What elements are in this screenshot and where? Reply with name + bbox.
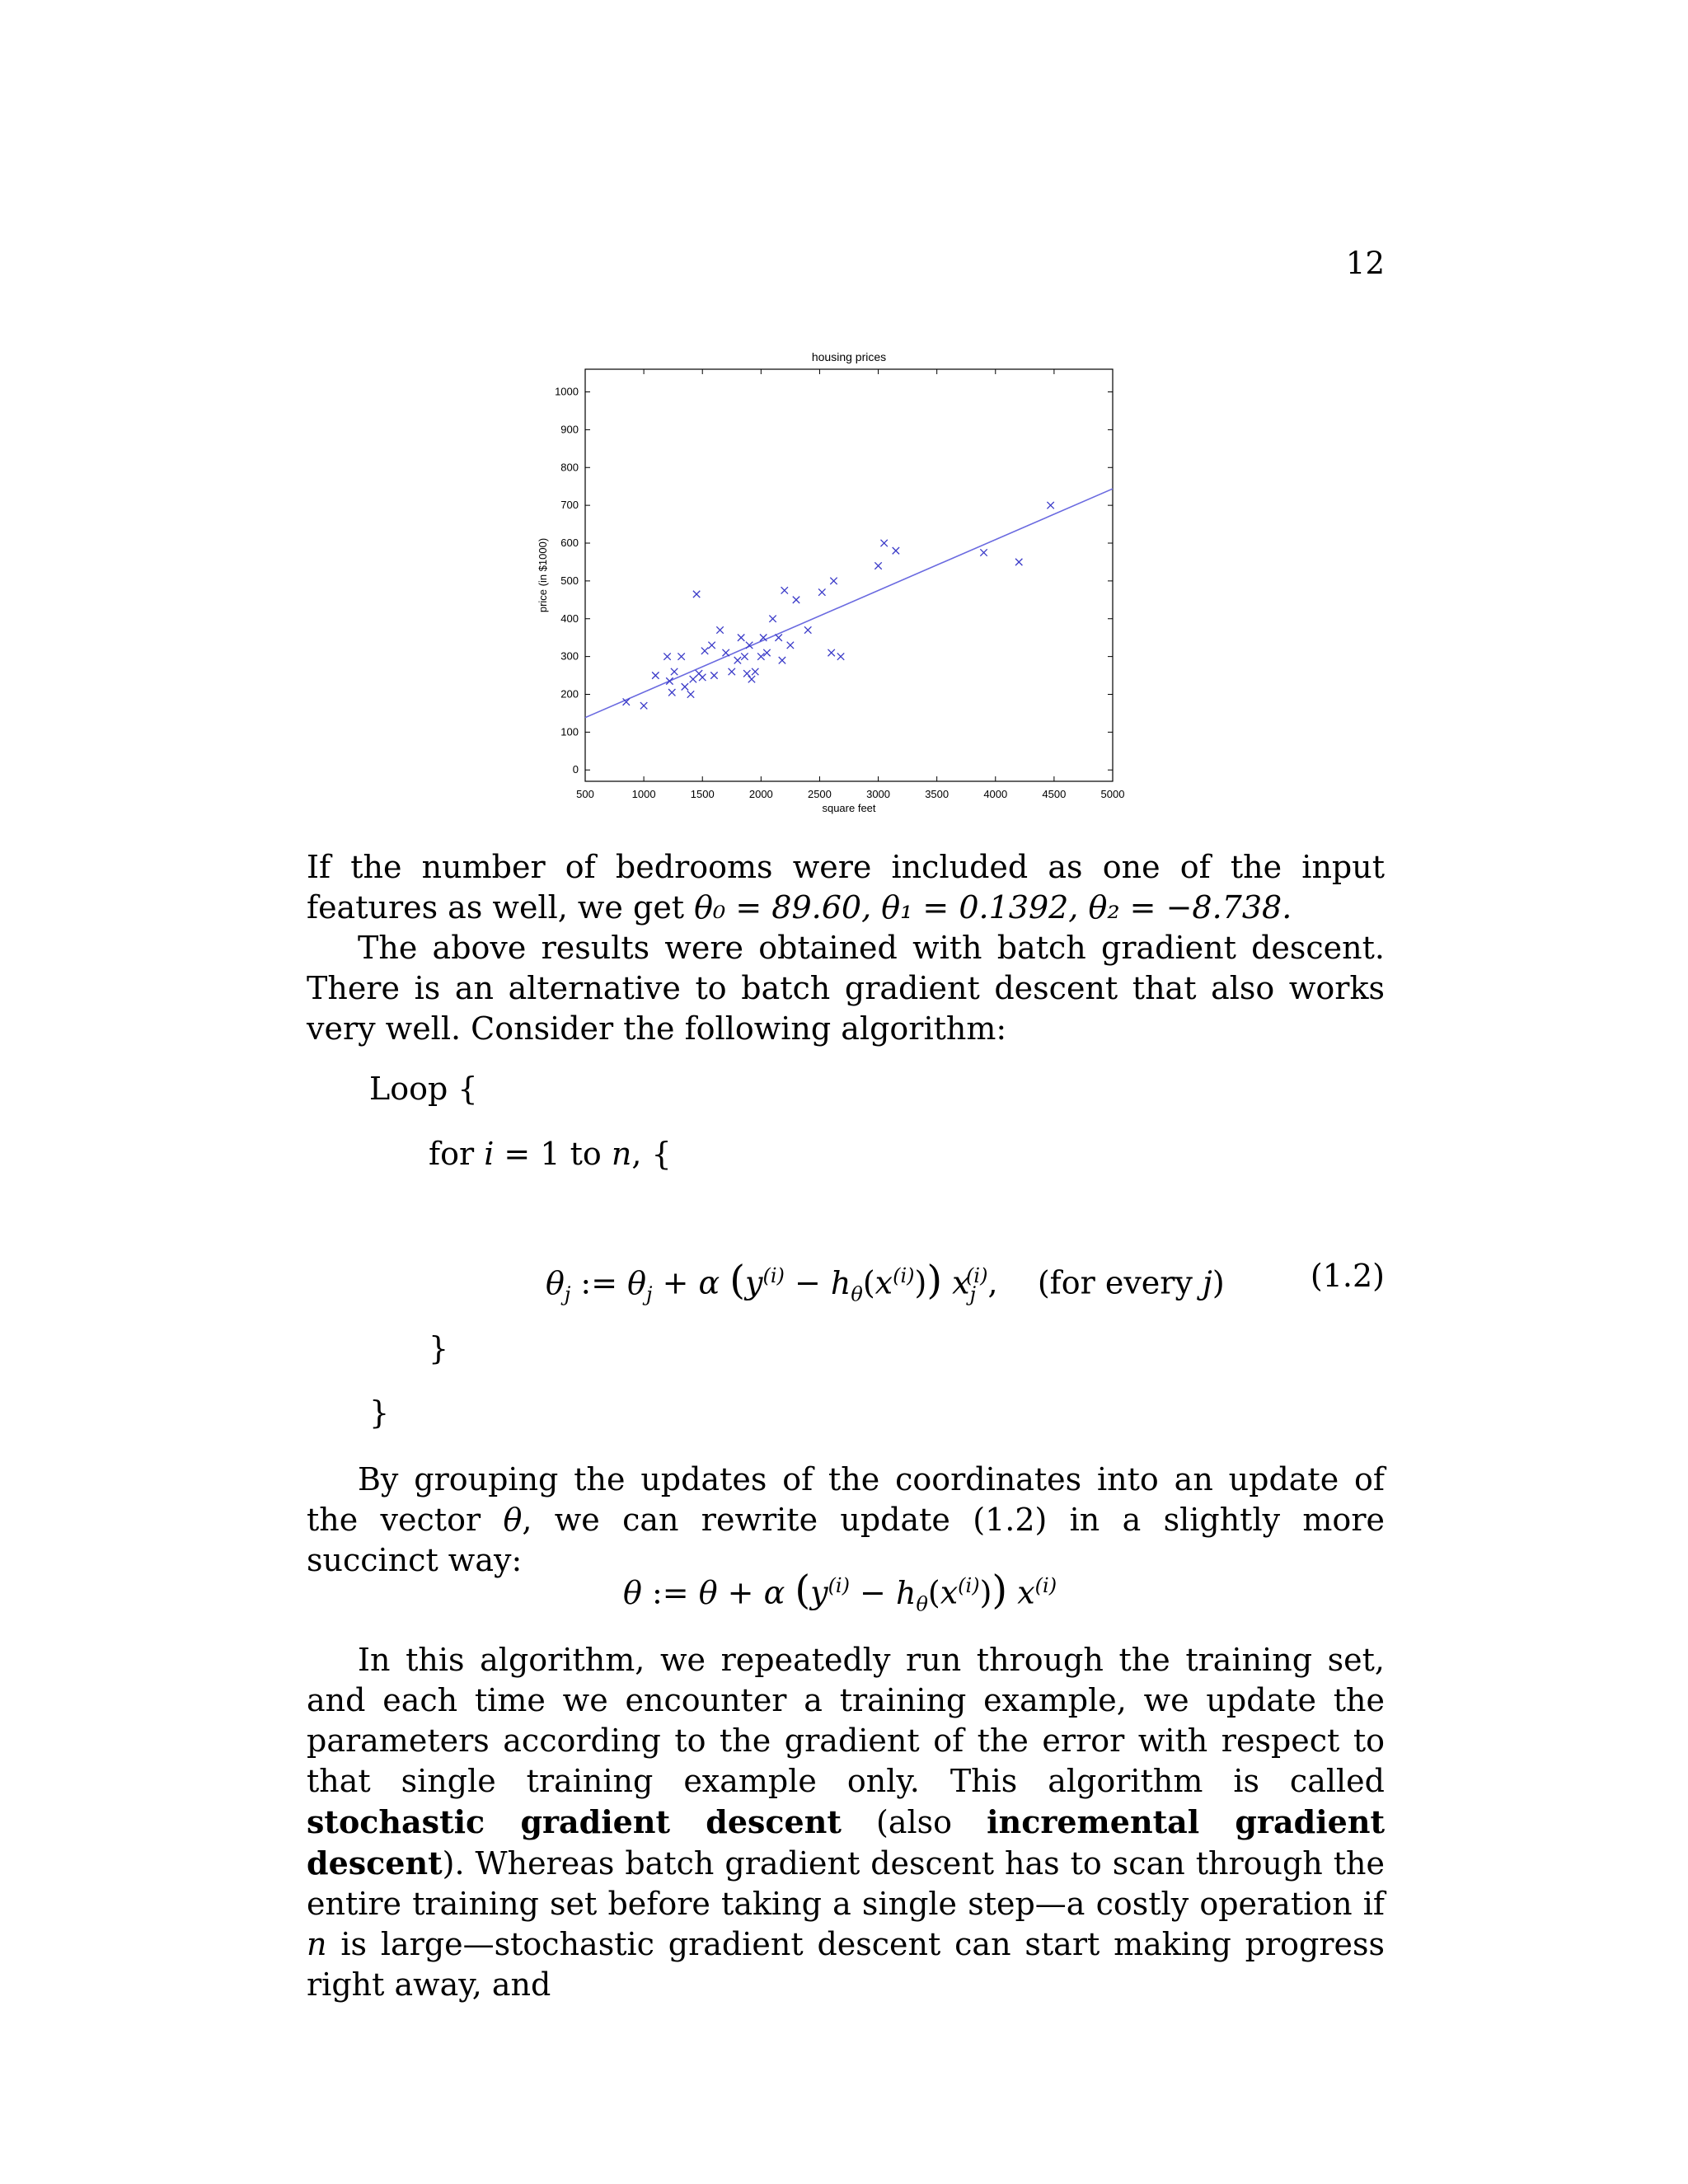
data-point: [678, 653, 684, 659]
data-point: [893, 547, 899, 554]
y-axis-label: price (in $1000): [537, 537, 549, 613]
equation-number: (1.2): [1310, 1258, 1385, 1294]
y-tick-label: 400: [560, 612, 579, 625]
data-point: [734, 657, 741, 663]
y-tick-label: 800: [560, 461, 579, 474]
x-tick-label: 1000: [631, 788, 656, 800]
data-point: [757, 653, 764, 659]
y-tick-label: 200: [560, 687, 579, 701]
sgd-update-equation: $\theta_j$ := $\theta_j + \alpha$ $(y^{(i)} - h_\theta(x^{(i)}))$ $x_j^{(i)}$, (for every j): [546, 1257, 1225, 1306]
y-tick-label: 100: [560, 725, 579, 738]
data-point: [668, 689, 675, 696]
data-point: [687, 691, 694, 697]
x-tick-label: 3500: [925, 788, 950, 800]
sgd-description-paragraph: In this algorithm, we repeatedly run through the training set, and each time we encounter a training example, we update the parameters according to the gradient of the error with respect to that single training example only. This algorithm is called stochastic gradient descent (also incremental gradient descent). Whereas batch gradient descent has to scan through the entire training set before taking a single step—a costly operation if n is large—stochastic gradient descent can start making progress right away, and: [307, 1642, 1386, 2003]
data-point: [781, 587, 788, 593]
data-point: [671, 668, 678, 675]
theta-values: θ₀ = 89.60, θ₁ = 0.1392, θ₂ = −8.738.: [694, 889, 1292, 926]
y-tick-label: 900: [560, 423, 579, 436]
data-point: [682, 683, 688, 690]
data-point: [880, 540, 887, 546]
data-point: [779, 657, 785, 663]
vector-update-paragraph: By grouping the updates of the coordinates into an update of the vector θ, we can rewrite update (1.2) in a slightly more succinct way:: [307, 1461, 1385, 1578]
term-incremental-gradient-descent: incremental gradient descent: [307, 1803, 1386, 1882]
inner-close-brace: }: [429, 1330, 449, 1366]
regression-line: [585, 489, 1113, 718]
data-point: [652, 672, 659, 678]
data-point: [828, 649, 834, 656]
y-tick-label: 300: [560, 649, 579, 663]
data-point: [752, 668, 758, 675]
outer-close-brace: }: [369, 1394, 390, 1431]
intro-paragraphs: [307, 847, 1385, 1049]
y-tick-label: 1000: [555, 385, 579, 398]
x-tick-label: 2000: [748, 788, 773, 800]
x-tick-label: 4000: [983, 788, 1008, 800]
data-point: [663, 653, 670, 659]
data-point: [710, 672, 717, 678]
x-tick-label: 3000: [866, 788, 891, 800]
housing-prices-scatter-plot: [528, 344, 1125, 823]
y-tick-label: 600: [560, 537, 579, 550]
plot-frame: [585, 369, 1113, 781]
loop-open: Loop {: [369, 1071, 478, 1107]
data-point: [729, 668, 735, 675]
x-axis-label: square feet: [822, 802, 876, 814]
data-point: [693, 591, 700, 598]
x-tick-label: 5000: [1100, 788, 1125, 800]
data-point: [787, 642, 794, 649]
y-tick-label: 500: [560, 574, 579, 587]
for-line: for i = 1 to n, {: [429, 1136, 672, 1172]
data-point: [708, 642, 715, 649]
data-point: [1015, 559, 1022, 565]
data-point: [804, 626, 811, 633]
x-tick-label: 4500: [1042, 788, 1067, 800]
data-point: [980, 549, 987, 555]
chart-title: housing prices: [811, 350, 887, 363]
page-number: 12: [1345, 246, 1385, 281]
data-point: [716, 626, 723, 633]
data-point: [763, 649, 770, 656]
data-point: [775, 634, 781, 640]
data-point: [837, 653, 844, 659]
bedrooms-text: If the number of bedrooms were included as one of the input features as well, we get: [307, 849, 1385, 926]
data-point: [1047, 502, 1053, 509]
vector-update-equation: θ := θ + α $(y^{(i)} - h_\theta(x^{(i)}))$ $x^{(i)}$: [623, 1567, 1057, 1616]
data-point: [818, 588, 825, 595]
data-point: [666, 677, 673, 684]
data-point: [722, 649, 729, 656]
data-point: [640, 702, 647, 709]
data-point: [699, 674, 706, 681]
term-stochastic-gradient-descent: stochastic gradient descent: [307, 1803, 842, 1840]
data-point: [748, 676, 755, 682]
x-tick-label: 1500: [690, 788, 715, 800]
y-tick-label: 700: [560, 499, 579, 512]
data-point: [743, 670, 750, 677]
data-point: [769, 616, 776, 622]
x-tick-label: 2500: [807, 788, 832, 800]
batch-alternative-text: The above results were obtained with batch gradient descent. There is an alternative to batch gradient descent that also works very well. Consider the following algorithm:: [307, 930, 1385, 1047]
data-point: [793, 597, 799, 603]
data-point: [874, 562, 881, 569]
data-point: [830, 578, 837, 584]
data-point: [701, 648, 708, 654]
data-point: [738, 634, 744, 640]
x-tick-label: 500: [576, 788, 594, 800]
y-tick-label: 0: [572, 763, 579, 776]
data-point: [741, 653, 748, 659]
